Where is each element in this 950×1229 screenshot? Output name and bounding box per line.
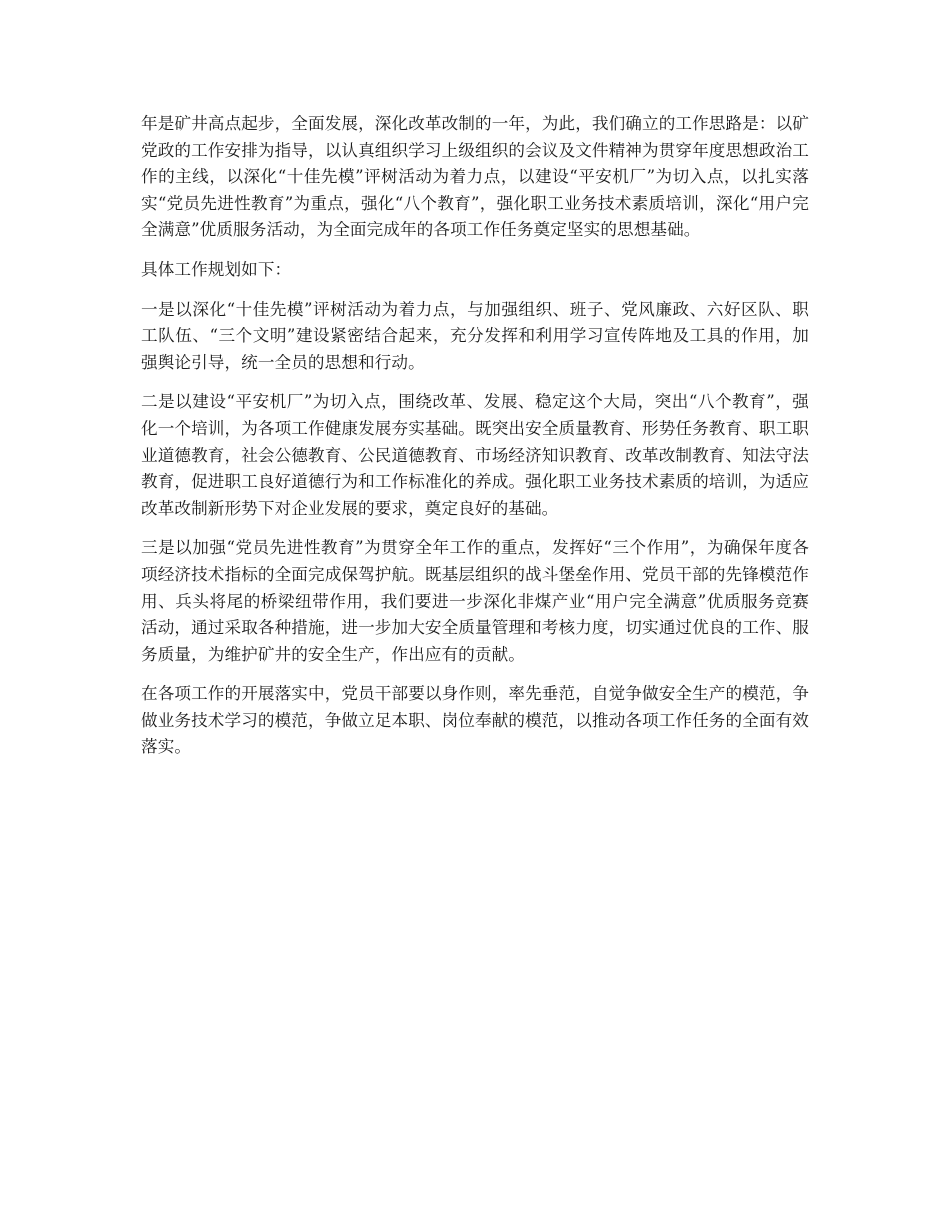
paragraph-point-three: 三是以加强“党员先进性教育”为贯穿全年工作的重点，发挥好“三个作用”，为确保年度各项经济技术指标的全面完成保驾护航。既基层组织的战斗堡垒作用、党员干部的先锋模范作用、兵头将尾的桥梁纽带作用，我们要进一步深化非煤产业“用户完全满意”优质服务竞赛活动，通过采取各种措施，进一步加大安全质量管理和考核力度，切实通过优良的工作、服务质量，为维护矿井的安全生产，作出应有的贡献。: [141, 538, 809, 664]
paragraph-plan-intro: 具体工作规划如下：: [141, 259, 292, 279]
paragraph-point-one: 一是以深化“十佳先模”评树活动为着力点，与加强组织、班子、党风廉政、六好区队、职工队伍、“三个文明”建设紧密结合起来，充分发挥和利用学习宣传阵地及工具的作用，加强舆论引导，统一全员的思想和行动。: [141, 299, 809, 372]
paragraph-conclusion: 在各项工作的开展落实中，党员干部要以身作则，率先垂范，自觉争做安全生产的模范，争做业务技术学习的模范，争做立足本职、岗位奉献的模范，以推动各项工作任务的全面有效落实。: [141, 684, 809, 757]
paragraph-point-two: 二是以建设“平安机厂”为切入点，围绕改革、发展、稳定这个大局，突出“八个教育”，强化一个培训，为各项工作健康发展夯实基础。既突出安全质量教育、形势任务教育、职工职业道德教育，社会公德教育、公民道德教育、市场经济知识教育、改革改制教育、知法守法教育，促进职工良好道德行为和工作标准化的养成。强化职工业务技术素质的培训，为适应改革改制新形势下对企业发展的要求，奠定良好的基础。: [141, 392, 809, 518]
paragraph-work-approach: 年是矿井高点起步，全面发展，深化改革改制的一年，为此，我们确立的工作思路是：以矿党政的工作安排为指导，以认真组织学习上级组织的会议及文件精神为贯穿年度思想政治工作的主线，以深化“十佳先模”评树活动为着力点，以建设“平安机厂”为切入点，以扎实落实“党员先进性教育”为重点，强化“八个教育”，强化职工业务技术素质培训，深化“用户完全满意”优质服务活动，为全面完成年的各项工作任务奠定坚实的思想基础。: [141, 114, 809, 240]
document-page: [141, 111, 809, 774]
